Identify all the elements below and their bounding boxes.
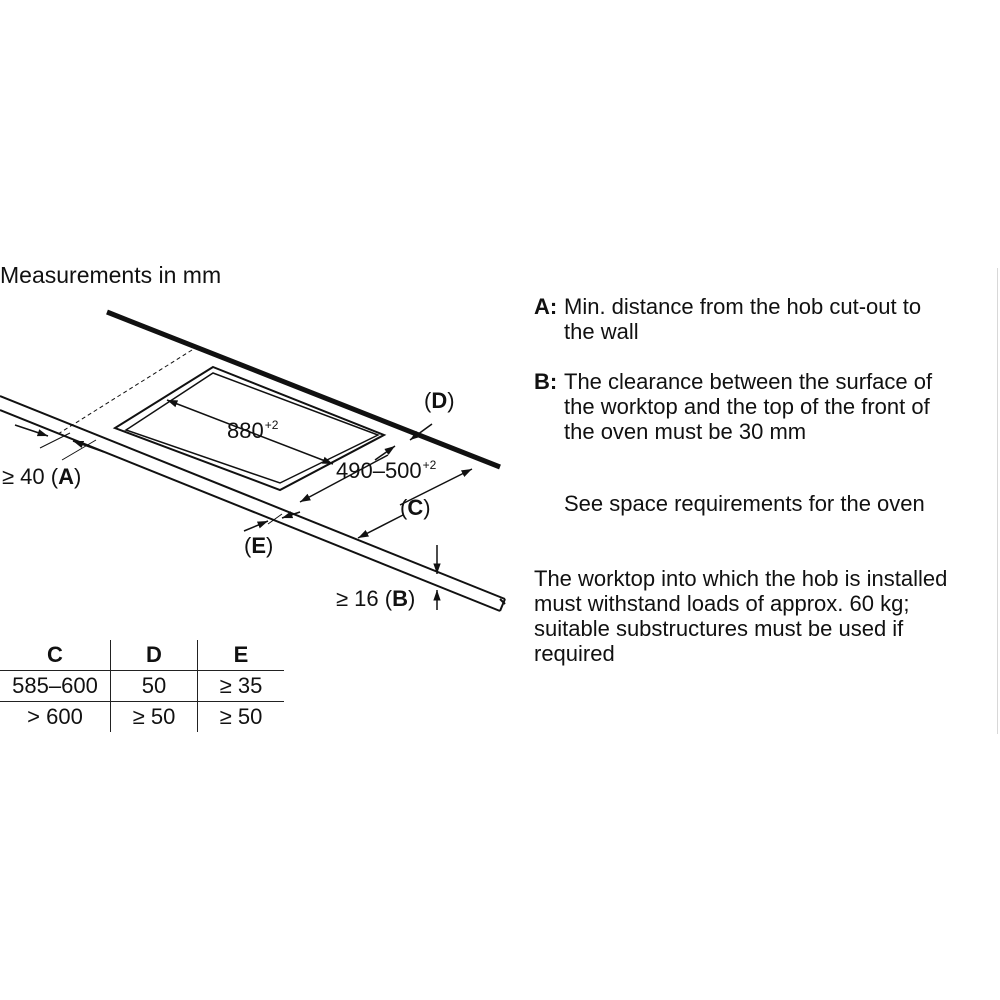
load-note	[534, 566, 947, 666]
table-cell: ≥ 35	[198, 671, 285, 702]
load-note-line: suitable substructures must be used if	[534, 616, 904, 641]
label-e: (E)	[244, 533, 274, 558]
clearance-table	[0, 640, 284, 732]
table-header-d: D	[111, 640, 198, 671]
label-d: (D)	[424, 388, 455, 413]
label-c: (C)	[400, 495, 431, 520]
table-cell: ≥ 50	[198, 702, 285, 733]
table-cell: > 600	[27, 704, 83, 729]
dimension-c-arrow	[358, 515, 403, 538]
note-a-line: Min. distance from the hob cut-out to	[564, 294, 922, 319]
table-row	[0, 702, 284, 733]
note-b-line: The clearance between the surface of	[564, 369, 933, 394]
table-cell: ≥ 50	[111, 702, 198, 733]
note-b-key: B:	[534, 369, 558, 394]
note-b-line: the worktop and the top of the front of	[564, 394, 930, 419]
table-header-e: E	[198, 640, 285, 671]
note-a-line: the wall	[564, 319, 639, 344]
table-cell: 585–600	[0, 671, 111, 702]
note-b-line: the oven must be 30 mm	[564, 419, 807, 444]
width-dimension-label: $880^{+2}$	[227, 418, 279, 443]
load-note-line: required	[534, 641, 615, 666]
table-cell: 50	[111, 671, 198, 702]
measurements-heading: Measurements in mm	[0, 262, 222, 288]
table-row	[0, 671, 284, 702]
label-a-min-distance: ≥ 40 (A)	[2, 464, 82, 489]
note-a-key: A:	[534, 294, 558, 319]
load-note-line: must withstand loads of approx. 60 kg;	[534, 591, 910, 616]
table-header-row	[0, 640, 284, 671]
depth-dimension-label: $490-500^{+2}$	[336, 458, 437, 483]
table-header-c: C	[0, 640, 111, 671]
dimension-a-arrows	[15, 425, 104, 460]
load-note-line: The worktop into which the hob is installed	[534, 566, 948, 591]
oven-note: See space requirements for the oven	[564, 491, 925, 516]
label-b-worktop-thickness: ≥ 16 (B)	[336, 586, 416, 611]
